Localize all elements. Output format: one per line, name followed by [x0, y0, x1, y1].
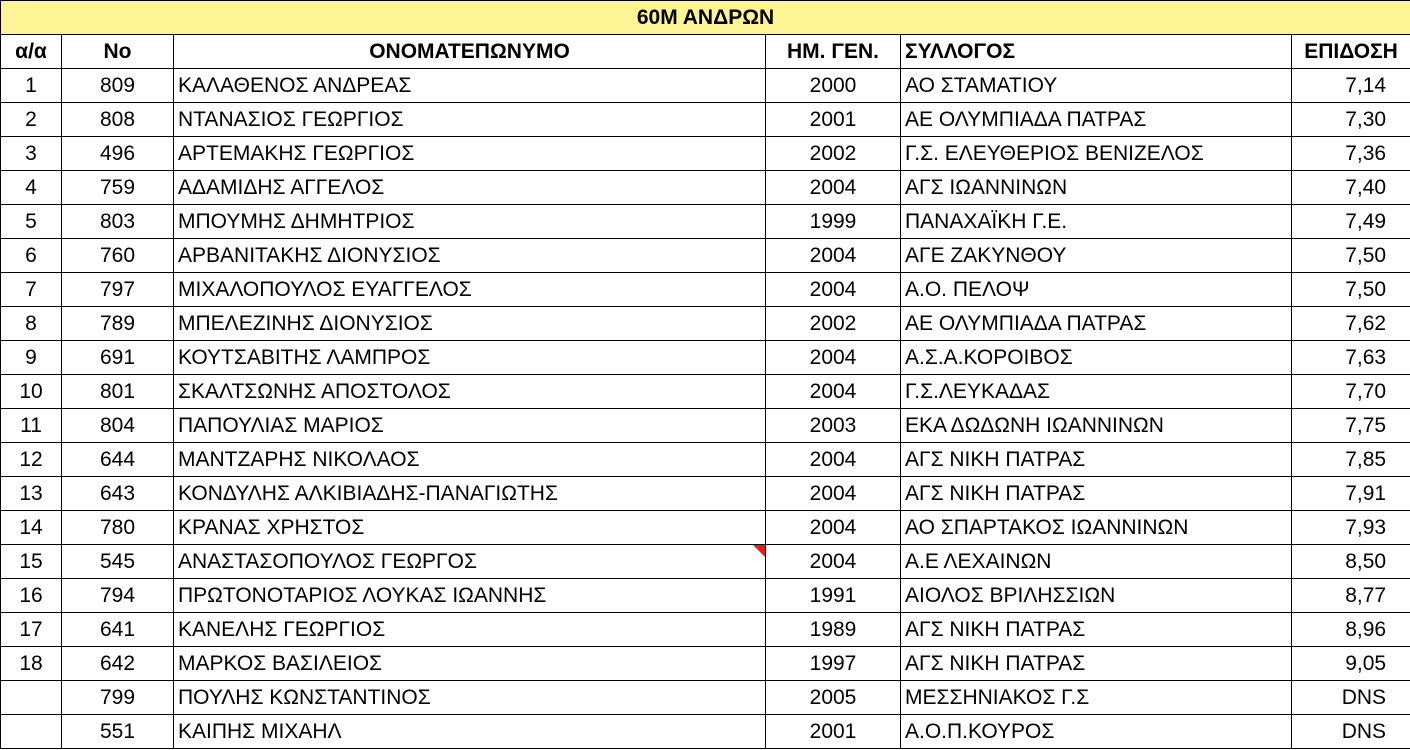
rank-cell[interactable]: 11	[1, 409, 62, 443]
birth-year-cell[interactable]: 2004	[766, 171, 901, 205]
birth-year-cell[interactable]: 2004	[766, 477, 901, 511]
club-cell[interactable]: Α.Ο.Π.ΚΟΥΡΟΣ	[901, 715, 1292, 749]
birth-year-cell[interactable]: 2002	[766, 137, 901, 171]
header-result[interactable]: ΕΠΙΔΟΣΗ	[1292, 35, 1410, 69]
club-cell[interactable]: ΑΕ ΟΛΥΜΠΙΑΔΑ ΠΑΤΡΑΣ	[901, 307, 1292, 341]
result-cell[interactable]: 7,70	[1292, 375, 1410, 409]
club-cell[interactable]: ΑΙΟΛΟΣ ΒΡΙΛΗΣΣΙΩΝ	[901, 579, 1292, 613]
result-cell[interactable]: 7,62	[1292, 307, 1410, 341]
athlete-name-cell[interactable]: ΠΟΥΛΗΣ ΚΩΝΣΤΑΝΤΙΝΟΣ	[174, 681, 766, 715]
birth-year-cell[interactable]: 2001	[766, 103, 901, 137]
birth-year-cell[interactable]: 2002	[766, 307, 901, 341]
result-cell[interactable]: 7,40	[1292, 171, 1410, 205]
header-birth-year[interactable]: ΗΜ. ΓΕΝ.	[766, 35, 901, 69]
rank-cell[interactable]: 14	[1, 511, 62, 545]
athlete-name-cell[interactable]: ΚΑΝΕΛΗΣ ΓΕΩΡΓΙΟΣ	[174, 613, 766, 647]
athlete-name-cell[interactable]: ΜΠΟΥΜΗΣ ΔΗΜΗΤΡΙΟΣ	[174, 205, 766, 239]
club-cell[interactable]: ΑΓΣ ΙΩΑΝΝΙΝΩΝ	[901, 171, 1292, 205]
club-cell[interactable]: ΜΕΣΣΗΝΙΑΚΟΣ Γ.Σ	[901, 681, 1292, 715]
bib-number-cell[interactable]: 789	[62, 307, 174, 341]
birth-year-cell[interactable]: 2001	[766, 715, 901, 749]
club-cell[interactable]: Γ.Σ. ΕΛΕΥΘΕΡΙΟΣ ΒΕΝΙΖΕΛΟΣ	[901, 137, 1292, 171]
rank-cell[interactable]	[1, 715, 62, 749]
bib-number-cell[interactable]: 496	[62, 137, 174, 171]
rank-cell[interactable]: 17	[1, 613, 62, 647]
result-cell[interactable]: 7,36	[1292, 137, 1410, 171]
birth-year-cell[interactable]: 2004	[766, 375, 901, 409]
athlete-name-cell[interactable]: ΚΑΙΠΗΣ ΜΙΧΑΗΛ	[174, 715, 766, 749]
table-row	[1, 545, 1410, 579]
rank-cell[interactable]: 13	[1, 477, 62, 511]
comment-indicator-icon[interactable]	[753, 545, 765, 557]
athlete-name-cell[interactable]: ΑΝΑΣΤΑΣΟΠΟΥΛΟΣ ΓΕΩΡΓΟΣ	[174, 545, 766, 579]
rank-cell[interactable]: 8	[1, 307, 62, 341]
table-row	[1, 69, 1410, 103]
table-row	[1, 205, 1410, 239]
birth-year-cell[interactable]: 2005	[766, 681, 901, 715]
header-full-name[interactable]: ΟΝΟΜΑΤΕΠΩΝΥΜΟ	[174, 35, 766, 69]
club-cell[interactable]: Α.Ε ΛΕΧΑΙΝΩΝ	[901, 545, 1292, 579]
athlete-name-cell[interactable]: ΚΟΝΔΥΛΗΣ ΑΛΚΙΒΙΑΔΗΣ-ΠΑΝΑΓΙΩΤΗΣ	[174, 477, 766, 511]
table-row	[1, 681, 1410, 715]
rank-cell[interactable]: 9	[1, 341, 62, 375]
table-row	[1, 443, 1410, 477]
rank-cell[interactable]: 4	[1, 171, 62, 205]
bib-number-cell[interactable]: 799	[62, 681, 174, 715]
result-cell[interactable]: 7,91	[1292, 477, 1410, 511]
club-cell[interactable]: ΑΓΣ ΝΙΚΗ ΠΑΤΡΑΣ	[901, 443, 1292, 477]
club-cell[interactable]: Α.Ο. ΠΕΛΟΨ	[901, 273, 1292, 307]
rank-cell[interactable]: 5	[1, 205, 62, 239]
header-bib-number[interactable]: No	[62, 35, 174, 69]
bib-number-cell[interactable]: 808	[62, 103, 174, 137]
bib-number-cell[interactable]: 780	[62, 511, 174, 545]
bib-number-cell[interactable]: 804	[62, 409, 174, 443]
bib-number-cell[interactable]: 801	[62, 375, 174, 409]
bib-number-cell[interactable]: 794	[62, 579, 174, 613]
rank-cell[interactable]: 10	[1, 375, 62, 409]
birth-year-cell[interactable]: 2004	[766, 443, 901, 477]
rank-cell[interactable]: 18	[1, 647, 62, 681]
bib-number-cell[interactable]: 641	[62, 613, 174, 647]
table-row	[1, 375, 1410, 409]
result-cell[interactable]: 7,30	[1292, 103, 1410, 137]
result-cell[interactable]: DNS	[1292, 681, 1410, 715]
bib-number-cell[interactable]: 642	[62, 647, 174, 681]
club-cell[interactable]: ΑΓΣ ΝΙΚΗ ΠΑΤΡΑΣ	[901, 613, 1292, 647]
club-cell[interactable]: Α.Σ.Α.ΚΟΡΟΙΒΟΣ	[901, 341, 1292, 375]
athlete-name-cell[interactable]: ΜΑΡΚΟΣ ΒΑΣΙΛΕΙΟΣ	[174, 647, 766, 681]
result-cell[interactable]: 7,93	[1292, 511, 1410, 545]
result-cell[interactable]: 7,14	[1292, 69, 1410, 103]
result-cell[interactable]: 7,50	[1292, 239, 1410, 273]
table-row	[1, 239, 1410, 273]
table-row	[1, 715, 1410, 749]
club-cell[interactable]: ΑΓΕ ΖΑΚΥΝΘΟΥ	[901, 239, 1292, 273]
club-cell[interactable]: ΕΚΑ ΔΩΔΩΝΗ ΙΩΑΝΝΙΝΩΝ	[901, 409, 1292, 443]
birth-year-cell[interactable]: 1991	[766, 579, 901, 613]
birth-year-cell[interactable]: 2004	[766, 545, 901, 579]
rank-cell[interactable]: 7	[1, 273, 62, 307]
bib-number-cell[interactable]: 691	[62, 341, 174, 375]
event-title-cell[interactable]: 60Μ ΑΝΔΡΩΝ	[1, 1, 1410, 35]
birth-year-cell[interactable]: 2004	[766, 341, 901, 375]
birth-year-cell[interactable]: 1989	[766, 613, 901, 647]
birth-year-cell[interactable]: 2003	[766, 409, 901, 443]
athlete-name-cell[interactable]: ΚΟΥΤΣΑΒΙΤΗΣ ΛΑΜΠΡΟΣ	[174, 341, 766, 375]
birth-year-cell[interactable]: 2004	[766, 239, 901, 273]
club-cell[interactable]: ΑΟ ΣΤΑΜΑΤΙΟΥ	[901, 69, 1292, 103]
result-cell[interactable]: 7,63	[1292, 341, 1410, 375]
club-cell[interactable]: ΑΓΣ ΝΙΚΗ ΠΑΤΡΑΣ	[901, 647, 1292, 681]
club-cell[interactable]: ΑΓΣ ΝΙΚΗ ΠΑΤΡΑΣ	[901, 477, 1292, 511]
bib-number-cell[interactable]: 643	[62, 477, 174, 511]
table-row	[1, 103, 1410, 137]
table-row	[1, 477, 1410, 511]
athlete-name-cell[interactable]: ΜΙΧΑΛΟΠΟΥΛΟΣ ΕΥΑΓΓΕΛΟΣ	[174, 273, 766, 307]
result-cell[interactable]: 8,50	[1292, 545, 1410, 579]
header-club[interactable]: ΣΥΛΛΟΓΟΣ	[901, 35, 1292, 69]
athlete-name-cell[interactable]: ΚΡΑΝΑΣ ΧΡΗΣΤΟΣ	[174, 511, 766, 545]
athlete-name-cell[interactable]: ΚΑΛΑΘΕΝΟΣ ΑΝΔΡΕΑΣ	[174, 69, 766, 103]
header-rank[interactable]: α/α	[1, 35, 62, 69]
bib-number-cell[interactable]: 760	[62, 239, 174, 273]
bib-number-cell[interactable]: 545	[62, 545, 174, 579]
rank-cell[interactable]: 1	[1, 69, 62, 103]
rank-cell[interactable]: 12	[1, 443, 62, 477]
result-cell[interactable]: 7,75	[1292, 409, 1410, 443]
result-cell[interactable]: DNS	[1292, 715, 1410, 749]
athlete-name-cell[interactable]: ΝΤΑΝΑΣΙΟΣ ΓΕΩΡΓΙΟΣ	[174, 103, 766, 137]
table-row	[1, 613, 1410, 647]
athlete-name-cell[interactable]: ΠΑΠΟΥΛΙΑΣ ΜΑΡΙΟΣ	[174, 409, 766, 443]
club-cell[interactable]: ΑΕ ΟΛΥΜΠΙΑΔΑ ΠΑΤΡΑΣ	[901, 103, 1292, 137]
result-cell[interactable]: 7,50	[1292, 273, 1410, 307]
table-row	[1, 511, 1410, 545]
athlete-name-cell[interactable]: ΑΔΑΜΙΔΗΣ ΑΓΓΕΛΟΣ	[174, 171, 766, 205]
bib-number-cell[interactable]: 803	[62, 205, 174, 239]
club-cell[interactable]: ΠΑΝΑΧΑΪΚΗ Γ.Ε.	[901, 205, 1292, 239]
birth-year-cell[interactable]: 2000	[766, 69, 901, 103]
table-row	[1, 307, 1410, 341]
bib-number-cell[interactable]: 551	[62, 715, 174, 749]
table-row	[1, 579, 1410, 613]
bib-number-cell[interactable]: 644	[62, 443, 174, 477]
result-cell[interactable]: 7,49	[1292, 205, 1410, 239]
bib-number-cell[interactable]: 809	[62, 69, 174, 103]
club-cell[interactable]: Γ.Σ.ΛΕΥΚΑΔΑΣ	[901, 375, 1292, 409]
table-row	[1, 647, 1410, 681]
result-cell[interactable]: 7,85	[1292, 443, 1410, 477]
birth-year-cell[interactable]: 2004	[766, 511, 901, 545]
rank-cell[interactable]	[1, 681, 62, 715]
result-cell[interactable]: 8,96	[1292, 613, 1410, 647]
athlete-name-cell[interactable]: ΜΑΝΤΖΑΡΗΣ ΝΙΚΟΛΑΟΣ	[174, 443, 766, 477]
athlete-name-cell[interactable]: ΣΚΑΛΤΣΩΝΗΣ ΑΠΟΣΤΟΛΟΣ	[174, 375, 766, 409]
rank-cell[interactable]: 16	[1, 579, 62, 613]
header-row	[1, 35, 1410, 69]
athlete-name-cell[interactable]: ΜΠΕΛΕΖΙΝΗΣ ΔΙΟΝΥΣΙΟΣ	[174, 307, 766, 341]
table-row	[1, 341, 1410, 375]
result-cell[interactable]: 9,05	[1292, 647, 1410, 681]
table-row	[1, 409, 1410, 443]
birth-year-cell[interactable]: 2004	[766, 273, 901, 307]
bib-number-cell[interactable]: 797	[62, 273, 174, 307]
athlete-name-cell[interactable]: ΠΡΩΤΟΝΟΤΑΡΙΟΣ ΛΟΥΚΑΣ ΙΩΑΝΝΗΣ	[174, 579, 766, 613]
athlete-name-cell[interactable]: ΑΡΒΑΝΙΤΑΚΗΣ ΔΙΟΝΥΣΙΟΣ	[174, 239, 766, 273]
rank-cell[interactable]: 6	[1, 239, 62, 273]
table-row	[1, 171, 1410, 205]
rank-cell[interactable]: 2	[1, 103, 62, 137]
birth-year-cell[interactable]: 1997	[766, 647, 901, 681]
table-row	[1, 273, 1410, 307]
athlete-name-cell[interactable]: ΑΡΤΕΜΑΚΗΣ ΓΕΩΡΓΙΟΣ	[174, 137, 766, 171]
rank-cell[interactable]: 3	[1, 137, 62, 171]
result-cell[interactable]: 8,77	[1292, 579, 1410, 613]
table-row	[1, 137, 1410, 171]
birth-year-cell[interactable]: 1999	[766, 205, 901, 239]
club-cell[interactable]: ΑΟ ΣΠΑΡΤΑΚΟΣ ΙΩΑΝΝΙΝΩΝ	[901, 511, 1292, 545]
rank-cell[interactable]: 15	[1, 545, 62, 579]
title-row	[1, 1, 1410, 35]
bib-number-cell[interactable]: 759	[62, 171, 174, 205]
